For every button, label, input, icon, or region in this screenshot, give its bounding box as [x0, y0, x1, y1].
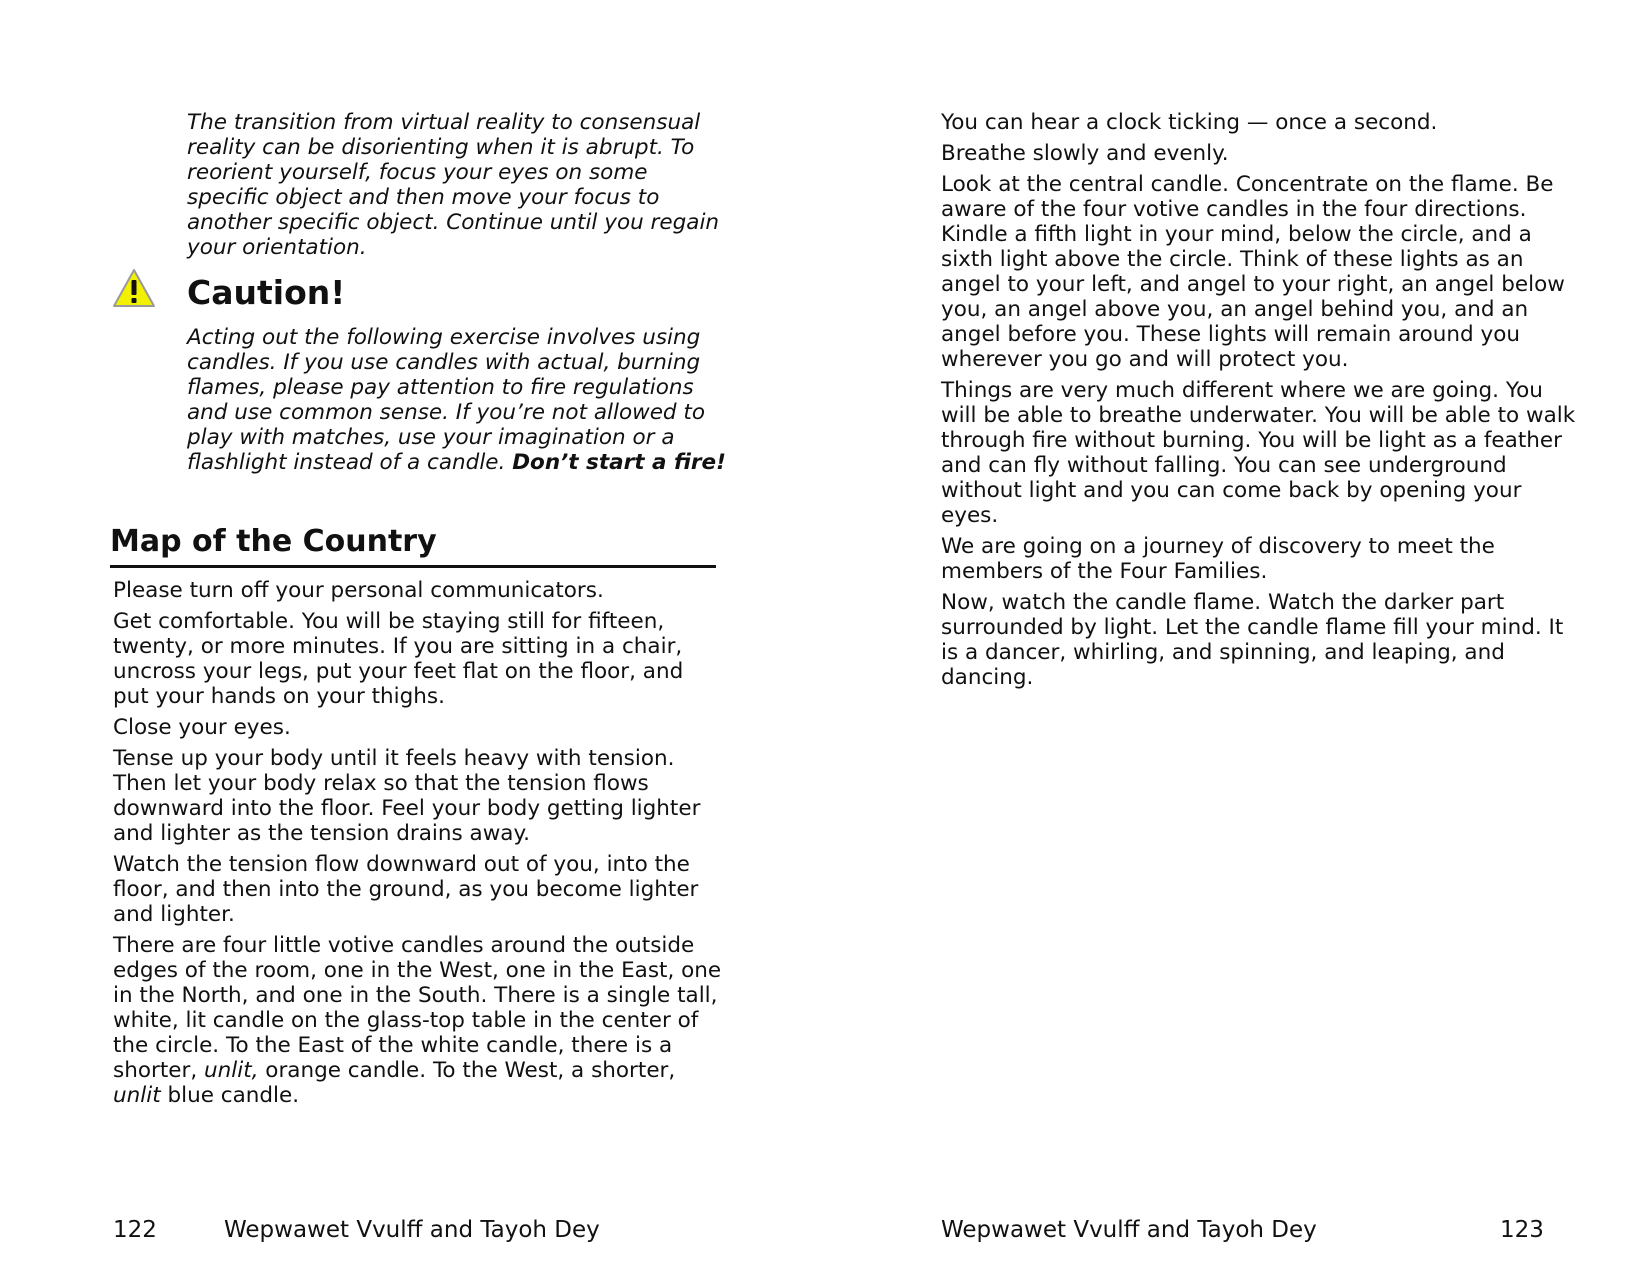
candles-italic-2: unlit: [113, 1083, 161, 1108]
paragraph-candles: [113, 933, 723, 1108]
caution-text: Acting out the following exercise involves using candles. If you use candles with actual, burning flames, please pay attention to fire regulations and use common sense. If you’re not allowed to play with matches, use your imagination or a flashlight instead of a candle.: [187, 325, 705, 475]
paragraph: Look at the central candle. Concentrate on the flame. Be aware of the four votive candles in the four directions. Kindle a fifth light in your mind, below the circle, and a sixth light above the circle. Think of these lights as an angel to your left, and angel to your right, an angel below you, an angel above you, an angel behind you, and an angel before you. These lights will remain around you wherever you go and will protect you.: [941, 172, 1565, 372]
page-number: 123: [1500, 1217, 1544, 1243]
left-page: [0, 0, 824, 1275]
paragraph: Watch the tension flow downward out of you, into the floor, and then into the ground, as you become lighter and lighter.: [113, 852, 699, 927]
caution-title: Caution!: [187, 273, 346, 312]
caution-body: [187, 325, 727, 475]
right-page: [824, 0, 1649, 1275]
paragraph: Please turn off your personal communicators.: [113, 578, 604, 603]
paragraph: Tense up your body until it feels heavy with tension. Then let your body relax so that the tension flows downward into the floor. Feel your body getting lighter and lighter as the tension drains away.: [113, 746, 701, 846]
caution-emphasis: Don’t start a fire!: [512, 450, 726, 475]
intro-italic-paragraph: The transition from virtual reality to consensual reality can be disorienting when it is abrupt. To reorient yourself, focus your eyes on some specific object and then move your focus to another specific object. Continue until you regain your orientation.: [187, 110, 720, 260]
footer-authors: Wepwawet Vvulff and Tayoh Dey: [224, 1217, 600, 1243]
candles-text-3: blue candle.: [160, 1083, 300, 1108]
candles-text-1: There are four little votive candles around the outside edges of the room, one in the West, one in the East, one in the North, and one in the South. There is a single tall, white, lit candle on the glass-top table in the center of the circle. To the East of the white candle, there is a shorter,: [113, 933, 722, 1083]
right-body-text: [941, 110, 1581, 696]
section-heading: Map of the Country: [110, 522, 716, 568]
candles-italic-1: unlit,: [204, 1058, 259, 1083]
paragraph: We are going on a journey of discovery to meet the members of the Four Families.: [941, 534, 1495, 584]
paragraph: Things are very much different where we are going. You will be able to breathe underwater. You will be able to walk through fire without burning. You will be light as a feather and can fly without falling. You can see underground without light and you can come back by opening your eyes.: [941, 378, 1576, 528]
left-body-text: [113, 578, 723, 1114]
warning-triangle-icon: [112, 268, 156, 308]
paragraph: Breathe slowly and evenly.: [941, 141, 1229, 166]
candles-text-2: orange candle. To the West, a shorter,: [258, 1058, 676, 1083]
paragraph: Now, watch the candle flame. Watch the darker part surrounded by light. Let the candle flame fill your mind. It is a dancer, whirling, and spinning, and leaping, and dancing.: [941, 590, 1564, 690]
paragraph: Close your eyes.: [113, 715, 291, 740]
paragraph: Get comfortable. You will be staying still for fifteen, twenty, or more minutes. If you are sitting in a chair, uncross your legs, put your feet flat on the floor, and put your hands on your thighs.: [113, 609, 684, 709]
page-number: 122: [113, 1217, 157, 1243]
paragraph: You can hear a clock ticking — once a second.: [941, 110, 1438, 135]
footer-authors: Wepwawet Vvulff and Tayoh Dey: [941, 1217, 1317, 1243]
